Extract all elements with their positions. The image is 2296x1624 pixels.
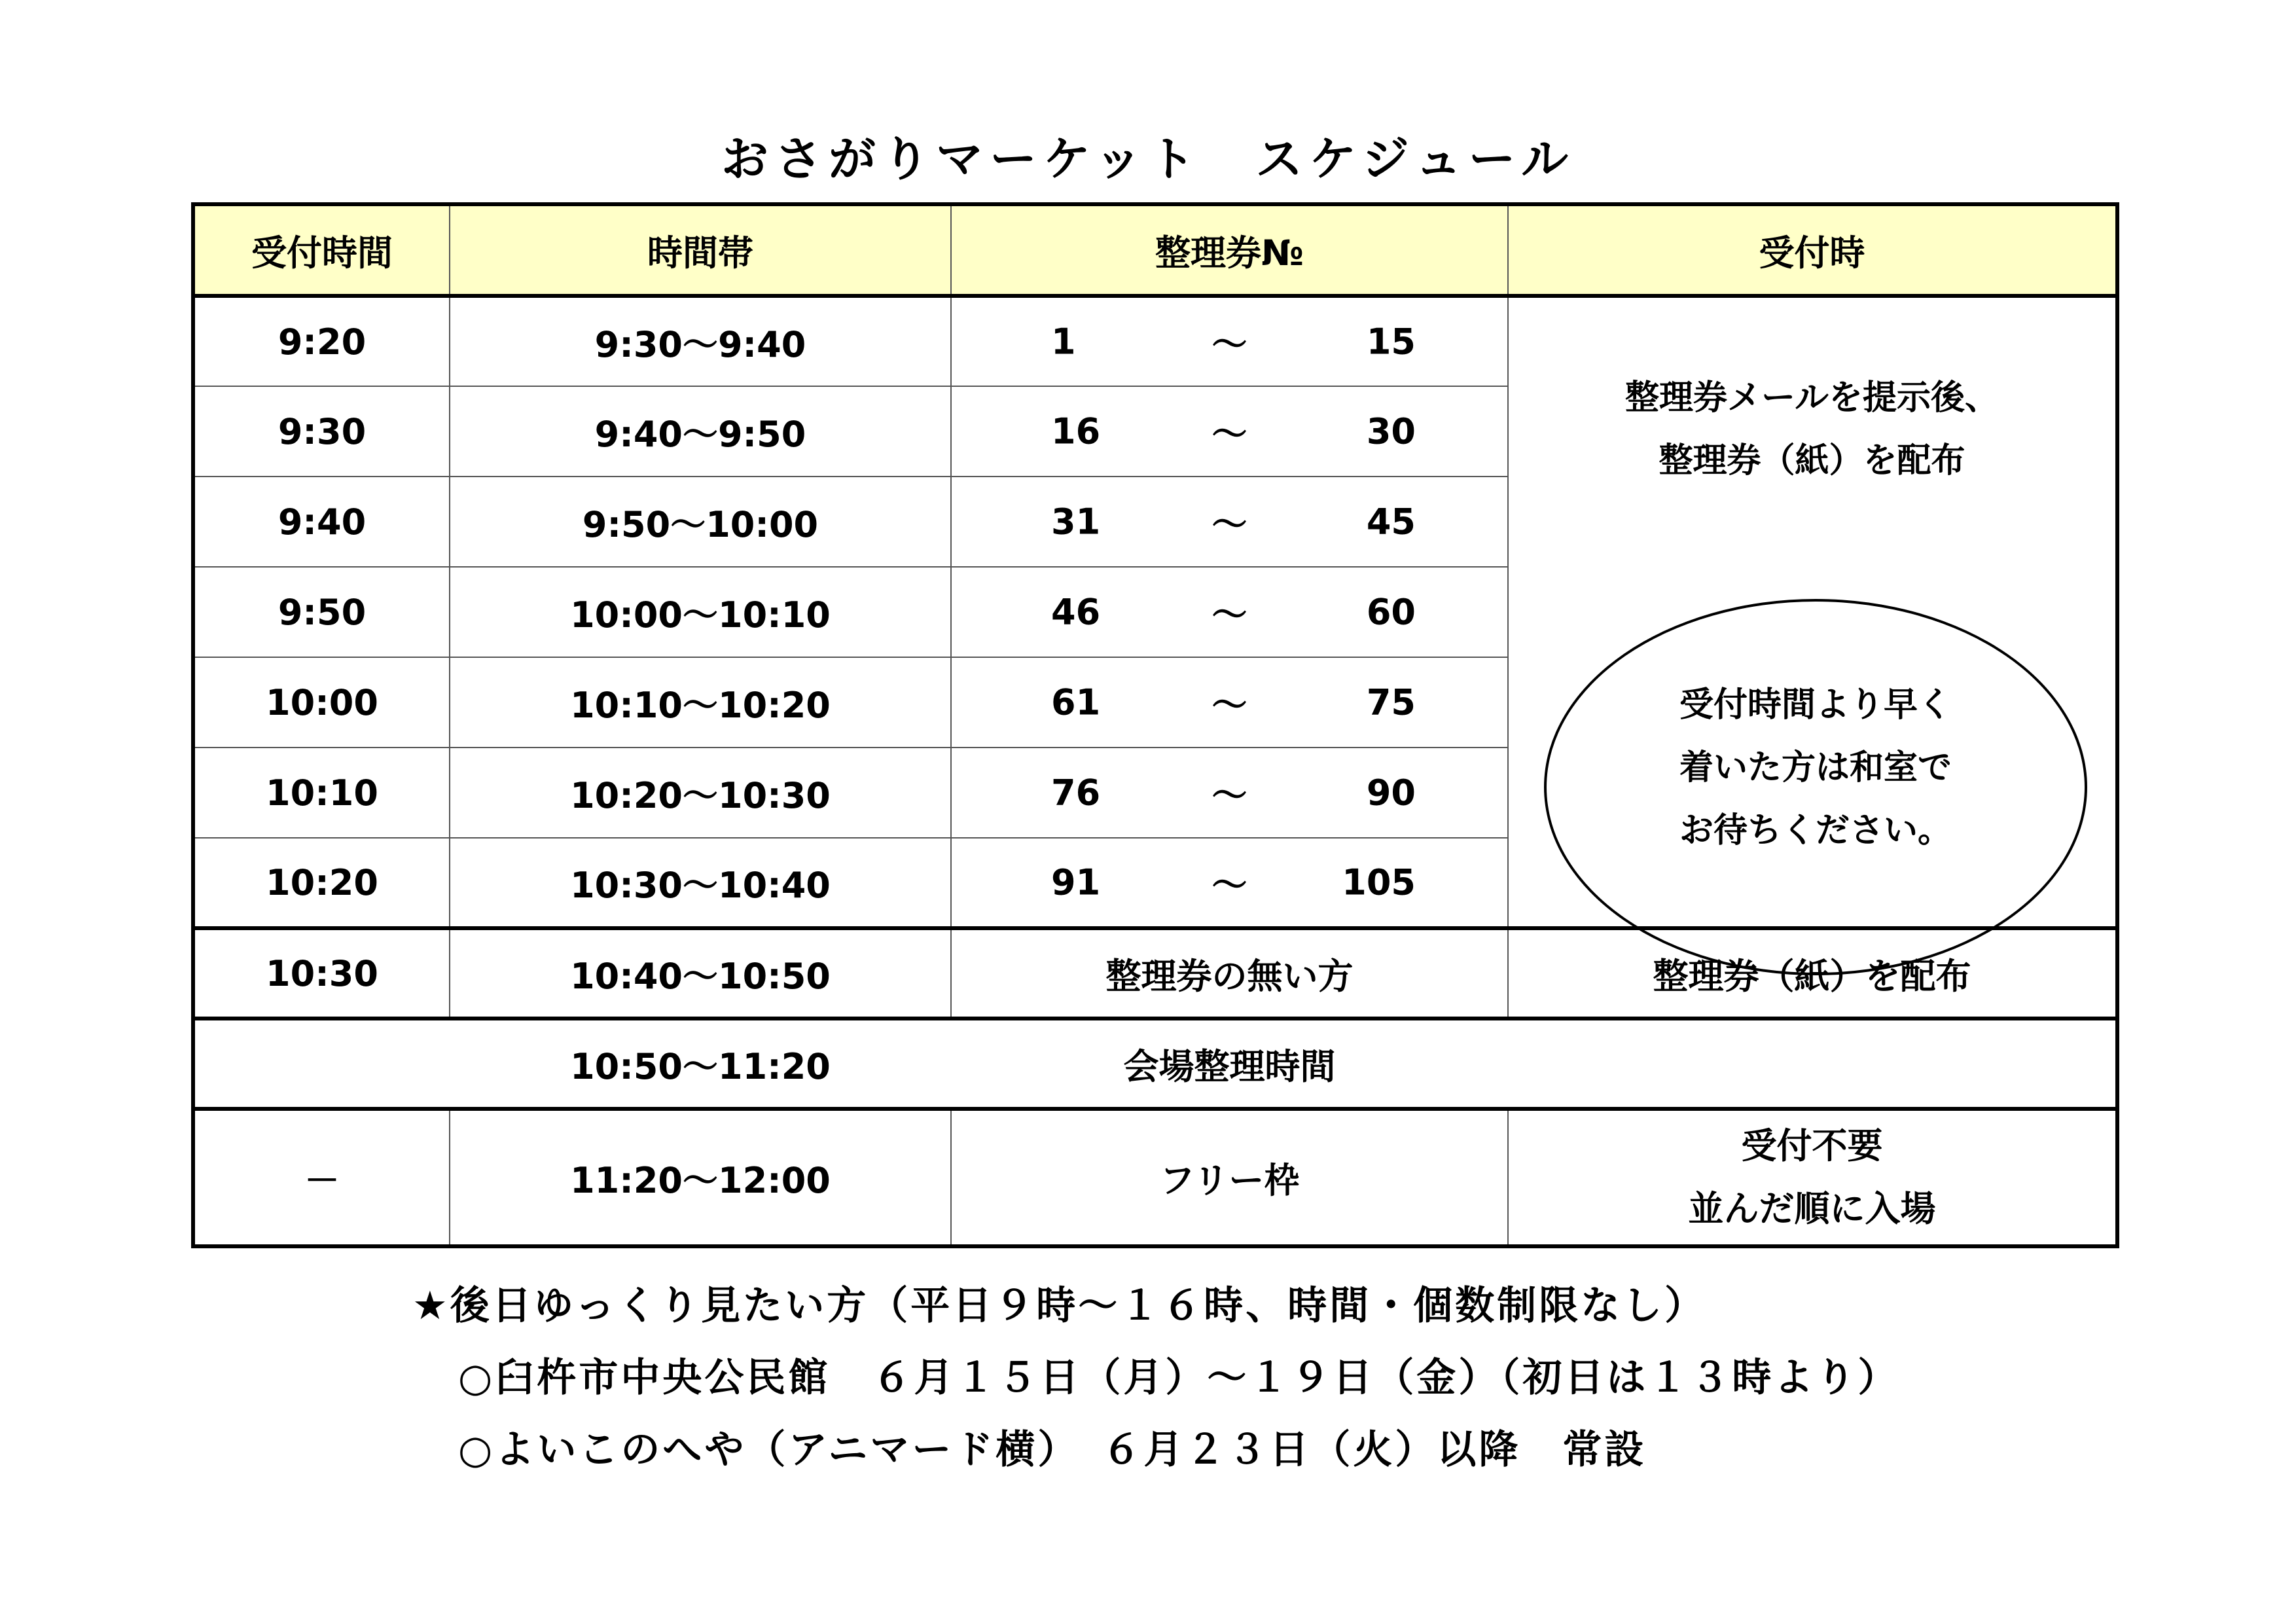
time-slot-cell: 9:50～10:00 <box>450 477 951 567</box>
reception-time-cell: 9:40 <box>193 477 450 567</box>
free-slot-note-line: 受付不要 <box>1741 1125 1883 1166</box>
ticket-range-separator: ～ <box>1211 684 1247 726</box>
ticket-to: 90 <box>1366 772 1416 814</box>
arrangement-label: 会場整理時間 <box>951 1019 1508 1109</box>
note-later-viewing: ★後日ゆっくり見たい方（平日９時～１６時、時間・個数制限なし） <box>412 1283 1707 1329</box>
ticket-from: 46 <box>1051 591 1101 633</box>
reception-time-cell: 10:10 <box>193 748 450 838</box>
ticket-from: 31 <box>1051 501 1101 543</box>
waiting-note <box>1547 674 2085 862</box>
ticket-from: 76 <box>1051 772 1101 814</box>
ticket-range-separator: ～ <box>1211 413 1247 455</box>
arrangement-row <box>193 1019 2117 1109</box>
reception-note <box>1509 367 2115 492</box>
empty-cell <box>1508 1019 2117 1109</box>
ticket-to: 60 <box>1366 591 1416 633</box>
free-slot-reception-note <box>1508 1109 2117 1246</box>
waiting-note-line: お待ちください。 <box>1679 811 1952 850</box>
ticket-range-cell <box>951 748 1508 838</box>
empty-cell <box>193 1019 450 1109</box>
ticket-range-separator: ～ <box>1211 323 1247 365</box>
time-slot-cell: 10:40～10:50 <box>450 928 951 1019</box>
ticket-to: 105 <box>1342 861 1416 903</box>
time-slot-cell: 10:50～11:20 <box>450 1019 951 1109</box>
ticket-from: 1 <box>1051 321 1076 363</box>
time-slot-cell: 10:30～10:40 <box>450 838 951 928</box>
table-row <box>193 296 2117 386</box>
reception-time-cell: － <box>193 1109 450 1246</box>
waiting-note-oval <box>1544 599 2087 975</box>
time-slot-cell: 10:00～10:10 <box>450 567 951 657</box>
ticket-range-cell <box>951 657 1508 748</box>
page-title: おさがりマーケット スケジュール <box>721 132 1575 187</box>
schedule-table <box>191 202 2119 1248</box>
ticket-range-cell <box>951 838 1508 928</box>
ticket-from: 91 <box>1051 861 1101 903</box>
ticket-range-separator: ～ <box>1211 774 1247 816</box>
ticket-from: 61 <box>1051 681 1101 723</box>
reception-time-cell: 9:50 <box>193 567 450 657</box>
free-slot-note-line: 並んだ順に入場 <box>1688 1188 1936 1229</box>
ticket-to: 75 <box>1366 681 1416 723</box>
time-slot-cell: 10:20～10:30 <box>450 748 951 838</box>
time-slot-cell: 10:10～10:20 <box>450 657 951 748</box>
no-ticket-label: 整理券の無い方 <box>951 928 1508 1019</box>
ticket-to: 45 <box>1366 501 1416 543</box>
ticket-range-cell <box>951 477 1508 567</box>
ticket-range-separator: ～ <box>1211 503 1247 545</box>
header-at-reception: 受付時 <box>1508 204 2117 296</box>
time-slot-cell: 9:30～9:40 <box>450 296 951 386</box>
header-reception-time: 受付時間 <box>193 204 450 296</box>
ticket-range-cell <box>951 296 1508 386</box>
no-ticket-reception-note: 整理券（紙）を配布 <box>1508 928 2117 1019</box>
ticket-range-cell <box>951 567 1508 657</box>
table-header-row <box>193 204 2117 296</box>
reception-time-cell: 9:30 <box>193 386 450 477</box>
waiting-note-line: 着いた方は和室で <box>1679 748 1952 787</box>
reception-time-cell: 10:00 <box>193 657 450 748</box>
reception-time-cell: 9:20 <box>193 296 450 386</box>
note-community-center: ○臼杵市中央公民館 ６月１５日（月）～１９日（金）（初日は１３時より） <box>458 1355 1900 1401</box>
header-ticket-no: 整理券№ <box>951 204 1508 296</box>
time-slot-cell: 9:40～9:50 <box>450 386 951 477</box>
waiting-note-line: 受付時間より早く <box>1679 685 1952 725</box>
reception-note-line: 整理券メールを提示後、 <box>1625 378 1999 418</box>
ticket-range-cell <box>951 386 1508 477</box>
note-kids-room: ○よいこのへや（アニマード横） ６月２３日（火）以降 常設 <box>458 1427 1647 1473</box>
header-time-slot: 時間帯 <box>450 204 951 296</box>
ticket-from: 16 <box>1051 410 1101 452</box>
ticket-range-separator: ～ <box>1211 594 1247 636</box>
reception-time-cell: 10:30 <box>193 928 450 1019</box>
ticket-to: 30 <box>1366 410 1416 452</box>
footer-notes <box>412 1270 1899 1486</box>
ticket-range-separator: ～ <box>1211 864 1247 906</box>
time-slot-cell: 11:20～12:00 <box>450 1109 951 1246</box>
free-slot-row <box>193 1109 2117 1246</box>
ticket-to: 15 <box>1366 321 1416 363</box>
reception-instructions-cell <box>1508 296 2117 928</box>
reception-note-line: 整理券（紙）を配布 <box>1659 441 1965 480</box>
reception-time-cell: 10:20 <box>193 838 450 928</box>
free-slot-label: フリー枠 <box>951 1109 1508 1246</box>
